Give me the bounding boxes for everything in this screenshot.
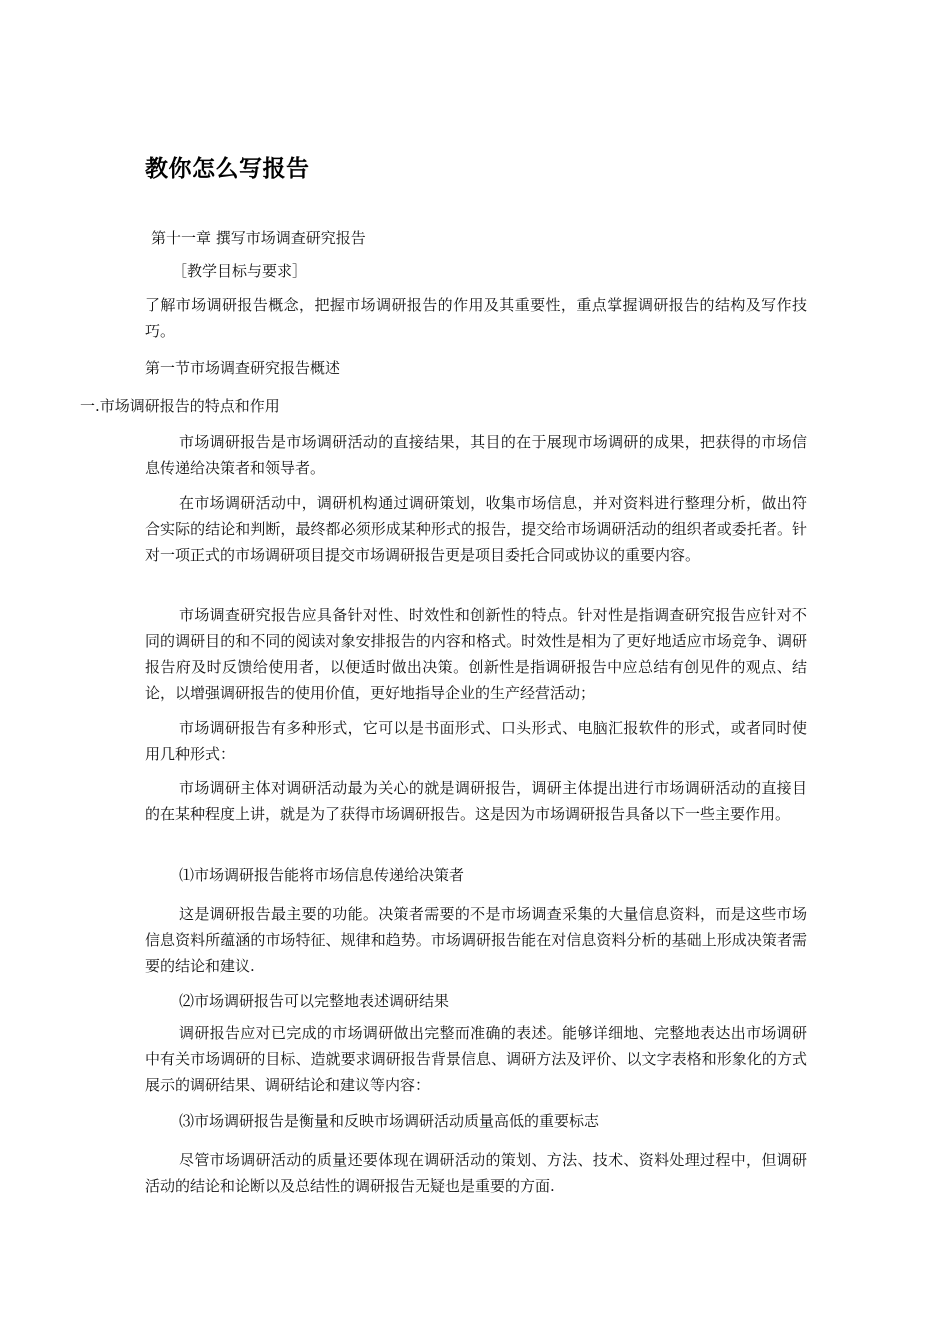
- subsection-heading: 一.市场调研报告的特点和作用: [80, 397, 280, 415]
- chapter-heading: 第十一章 撰写市场调查研究报告: [151, 229, 366, 247]
- objectives-text: 了解市场调研报告概念，把握市场调研报告的作用及其重要性，重点掌握调研报告的结构及写作技巧。: [145, 296, 807, 340]
- point-2-heading: ⑵市场调研报告可以完整地表述调研结果: [179, 992, 450, 1010]
- point-3-heading: ⑶市场调研报告是衡量和反映市场调研活动质量高低的重要标志: [179, 1112, 600, 1130]
- document-title: 教你怎么写报告: [145, 156, 310, 182]
- paragraph-5: 市场调研主体对调研活动最为关心的就是调研报告，调研主体提出进行市场调研活动的直接目的在某种程度上讲，就是为了获得市场调研报告。这是因为市场调研报告具备以下一些主要作用。: [145, 779, 807, 823]
- objectives-heading: ［教学目标与要求］: [172, 262, 308, 280]
- point-1-heading: ⑴市场调研报告能将市场信息传递给决策者: [179, 866, 465, 884]
- point-1-text: 这是调研报告最主要的功能。决策者需要的不是市场调查采集的大量信息资料，而是这些市场信息资料所蕴涵的市场特征、规律和趋势。市场调研报告能在对信息资料分析的基础上形成决策者需要的结论和建议.: [145, 905, 807, 975]
- point-2-text: 调研报告应对已完成的市场调研做出完整而准确的表述。能够详细地、完整地表达出市场调研中有关市场调研的目标、造就要求调研报告背景信息、调研方法及评价、以文字表格和形象化的方式展示的调研结果、调研结论和建议等内容：: [145, 1024, 807, 1094]
- paragraph-2: 在市场调研活动中，调研机构通过调研策划，收集市场信息，并对资料进行整理分析，做出符合实际的结论和判断，最终都必须形成某种形式的报告，提交给市场调研活动的组织者或委托者。针对一项正式的市场调研项目提交市场调研报告更是项目委托合同或协议的重要内容。: [145, 494, 807, 564]
- point-3-text: 尽管市场调研活动的质量还要体现在调研活动的策划、方法、技术、资料处理过程中，但调研活动的结论和论断以及总结性的调研报告无疑也是重要的方面.: [145, 1151, 807, 1195]
- section-heading: 第一节市场调查研究报告概述: [145, 359, 341, 377]
- paragraph-3: 市场调查研究报告应具备针对性、时效性和创新性的特点。针对性是指调查研究报告应针对不同的调研目的和不同的阅读对象安排报告的内容和格式。时效性是相为了更好地适应市场竞争、调研报告府及时反馈给使用者，以便适时做出决策。创新性是指调研报告中应总结有创见件的观点、结论，以增强调研报告的使用价值，更好地指导企业的生产经营活动；: [145, 606, 807, 702]
- paragraph-1: 市场调研报告是市场调研活动的直接结果，其目的在于展现市场调研的成果，把获得的市场信息传递给决策者和领导者。: [145, 433, 807, 477]
- paragraph-4: 市场调研报告有多种形式，它可以是书面形式、口头形式、电脑汇报软件的形式，或者同时使用几种形式：: [145, 719, 807, 763]
